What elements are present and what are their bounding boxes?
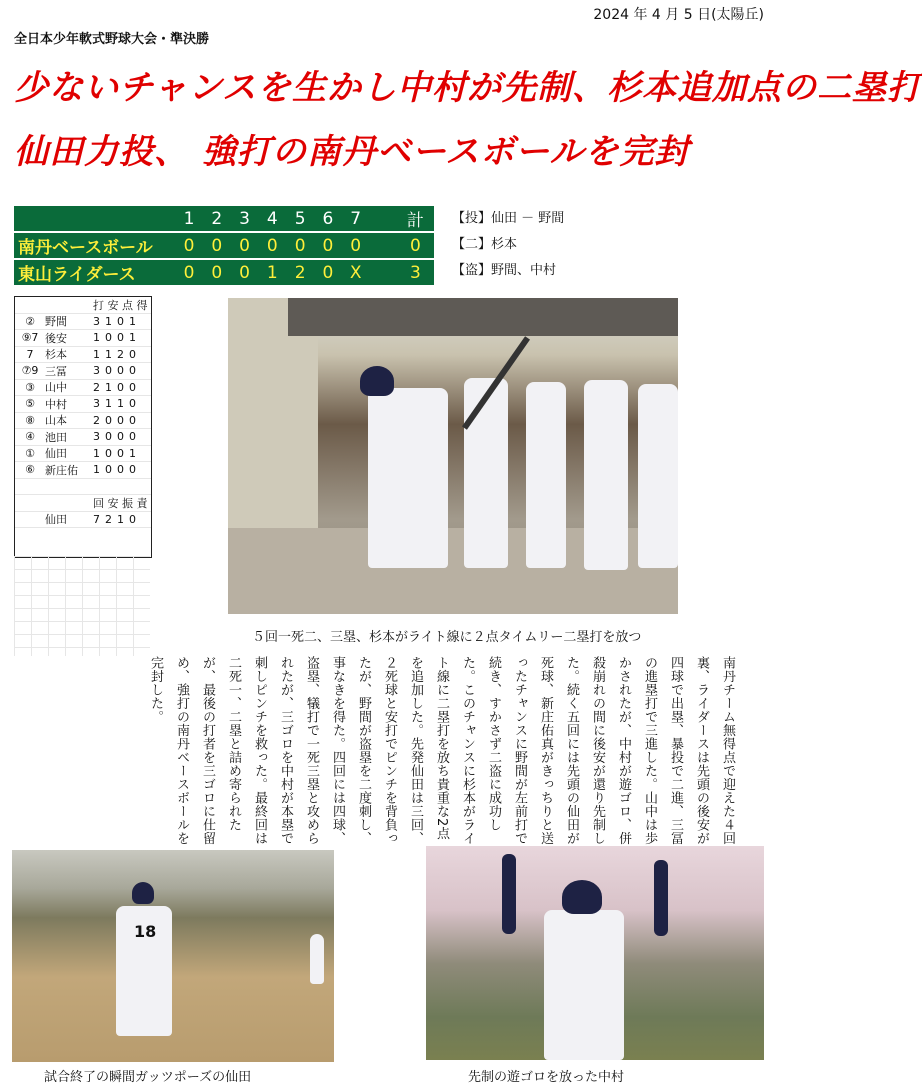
batter-position: ⑧ xyxy=(25,413,35,427)
photo-player xyxy=(584,380,628,570)
photo-helmet xyxy=(562,880,602,914)
batter-name: 山中 xyxy=(45,381,67,395)
run-cell: X xyxy=(342,259,370,285)
photo-player xyxy=(526,382,566,568)
table-row xyxy=(15,462,151,479)
batter-stats: 3000 xyxy=(93,364,141,378)
photo-pitcher xyxy=(12,850,334,1062)
photo-runner xyxy=(426,846,764,1060)
pitcher-name: 仙田 xyxy=(45,513,67,527)
batter-position: ① xyxy=(25,446,35,460)
photo-arm xyxy=(654,860,668,936)
batter-name: 仙田 xyxy=(45,447,67,461)
photo-batting xyxy=(228,298,678,614)
run-cell: 0 xyxy=(286,232,314,259)
table-row xyxy=(15,314,151,331)
run-cell: 1 xyxy=(258,259,286,285)
note-pitcher: 【投】仙田 － 野間 xyxy=(452,211,565,226)
run-cell: 0 xyxy=(314,232,342,259)
inning-2: 2 xyxy=(203,206,231,232)
run-cell: 0 xyxy=(314,259,342,285)
table-row xyxy=(15,363,151,380)
event-title: 全日本少年軟式野球大会・準決勝 xyxy=(14,32,210,47)
box-score-grid xyxy=(14,556,150,656)
photo-player xyxy=(638,384,678,568)
run-cell: 0 xyxy=(175,232,203,259)
batter-name: 後安 xyxy=(45,331,67,345)
batter-position: ⑦9 xyxy=(21,364,39,378)
batter-stats: 3110 xyxy=(93,397,141,411)
table-row xyxy=(15,347,151,364)
batter-stats: 1001 xyxy=(93,446,141,460)
run-cell: 0 xyxy=(231,259,259,285)
scoreboard-corner xyxy=(14,206,175,232)
inning-6: 6 xyxy=(314,206,342,232)
photo-cap xyxy=(132,882,154,904)
batter-name: 新庄佑 xyxy=(45,463,78,477)
batter-name: 三冨 xyxy=(45,364,67,378)
batter-name: 中村 xyxy=(45,397,67,411)
box-header-row xyxy=(15,297,151,314)
photo-arm xyxy=(502,854,516,934)
jersey-number: 18 xyxy=(134,922,157,941)
batter-name: 池田 xyxy=(45,430,67,444)
scoreboard-gap xyxy=(370,232,398,259)
batter-stats: 3000 xyxy=(93,430,141,444)
batter-stats: 3101 xyxy=(93,314,141,328)
photo-player xyxy=(464,378,508,568)
batter-name: 野間 xyxy=(45,315,67,329)
inning-5: 5 xyxy=(286,206,314,232)
table-row xyxy=(15,330,151,347)
run-cell: 0 xyxy=(342,232,370,259)
pitching-header: 回 安 振 責 xyxy=(93,496,148,510)
batter-position: ③ xyxy=(25,380,35,394)
article-body: 南丹チーム無得点で迎えた４回裏、ライダースは先頭の後安が四球で出塁、暴投で二進、三冨の進塁打で三進した。山中は歩かされたが、中村が遊ゴロ、併殺崩れの間に後安が還り先制した。続く五回には先頭の仙田が死球、新庄佑真がきっちりと送ったチャンスに野間が左前打で続き、すかさず二盗に成功した。このチャンスに杉本がライト線に二塁打を放ち貴重な2点を追加した。先発仙田は三回、２死球と安打でピンチを背負ったが、野間が盗塁を二度刺し、事なきを得た。四回には四球、盗塁、犠打で一死三塁と攻められたが、三ゴロを中村が本塁で刺しピンチを救った。最終回は二死一、二塁と詰め寄られたが、最後の打者を三ゴロに仕留め、強打の南丹ベースボールを完封した。 xyxy=(148,656,735,845)
batter-name: 杉本 xyxy=(45,348,67,362)
batter-position: ⑨7 xyxy=(21,331,39,345)
table-row xyxy=(15,429,151,446)
headline-2: 仙田力投、 強打の南丹ベースボールを完封 xyxy=(14,132,690,172)
photo-player xyxy=(310,934,324,984)
article-date: 2024 年 4 月 5 日(太陽丘) xyxy=(593,7,764,23)
batter-position: ⑥ xyxy=(25,463,35,477)
run-cell: 0 xyxy=(175,259,203,285)
table-row xyxy=(15,446,151,463)
pitcher-stats: 7210 xyxy=(93,512,141,526)
total-header: 計 xyxy=(397,206,433,232)
scoreboard xyxy=(14,206,434,285)
batter-position: ④ xyxy=(25,430,35,444)
note-double: 【二】杉本 xyxy=(452,237,518,252)
photo-caption-right: 先制の遊ゴロを放った中村 xyxy=(468,1070,625,1085)
headline-1: 少ないチャンスを生かし中村が先制、杉本追加点の二塁打 xyxy=(14,68,922,108)
batter-stats: 1000 xyxy=(93,463,141,477)
inning-4: 4 xyxy=(258,206,286,232)
team-row xyxy=(14,232,434,259)
photo-dugout-roof xyxy=(288,298,678,336)
photo-batter xyxy=(368,388,448,568)
scoreboard-gap xyxy=(370,259,398,285)
batter-position: ② xyxy=(25,314,35,328)
scoreboard-gap xyxy=(370,206,398,232)
run-cell: 0 xyxy=(203,232,231,259)
run-cell: 0 xyxy=(203,259,231,285)
team-total: 3 xyxy=(397,259,433,285)
inning-3: 3 xyxy=(231,206,259,232)
game-notes xyxy=(452,206,564,284)
batting-header: 打 安 点 得 xyxy=(93,298,148,312)
note-steal: 【盗】野間、中村 xyxy=(452,263,557,278)
run-cell: 2 xyxy=(286,259,314,285)
table-row xyxy=(15,512,151,529)
run-cell: 0 xyxy=(258,232,286,259)
team-name: 東山ライダース xyxy=(14,259,175,285)
photo-helmet xyxy=(360,366,394,396)
team-row xyxy=(14,259,434,285)
batter-stats: 1001 xyxy=(93,331,141,345)
run-cell: 0 xyxy=(231,232,259,259)
team-name: 南丹ベースボール xyxy=(14,232,175,259)
batter-stats: 1120 xyxy=(93,347,141,361)
pitching-header-row xyxy=(15,495,151,512)
photo-caption-main: ５回一死二、三塁、杉本がライト線に２点タイムリー二塁打を放つ xyxy=(252,630,642,645)
batter-position: 7 xyxy=(26,347,34,361)
team-total: 0 xyxy=(397,232,433,259)
batter-name: 山本 xyxy=(45,414,67,428)
table-row xyxy=(15,396,151,413)
batter-stats: 2100 xyxy=(93,380,141,394)
box-score xyxy=(14,296,152,558)
batter-position: ⑤ xyxy=(25,397,35,411)
inning-7: 7 xyxy=(342,206,370,232)
photo-caption-left: 試合終了の瞬間ガッツポーズの仙田 xyxy=(44,1070,252,1085)
blank-row xyxy=(15,479,151,496)
table-row xyxy=(15,413,151,430)
inning-1: 1 xyxy=(175,206,203,232)
photo-player xyxy=(544,910,624,1060)
table-row xyxy=(15,380,151,397)
batter-stats: 2000 xyxy=(93,413,141,427)
